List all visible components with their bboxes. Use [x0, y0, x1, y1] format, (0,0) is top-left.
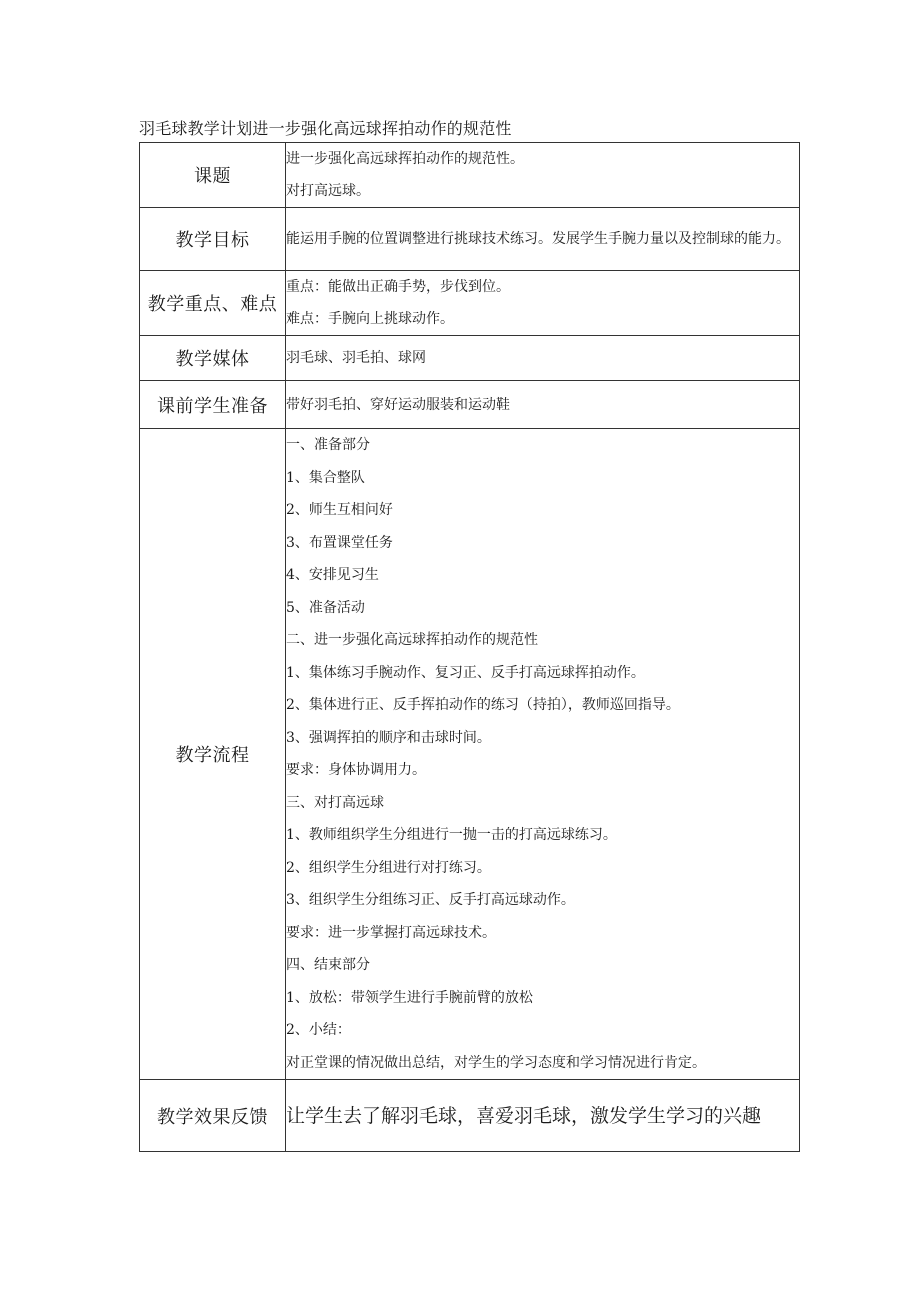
key-point-line-1: 重点：能做出正确手势，步伐到位。 [286, 279, 510, 295]
preparation-text: 带好羽毛拍、穿好运动服装和运动鞋 [286, 396, 510, 413]
process-line: 一、准备部分 [286, 437, 370, 453]
label-media: 教学媒体 [140, 336, 286, 381]
label-topic: 课题 [140, 143, 286, 208]
process-line: 二、进一步强化高远球挥拍动作的规范性 [286, 632, 538, 648]
row-feedback [140, 1080, 800, 1152]
row-process [140, 429, 800, 1080]
content-media [286, 336, 800, 381]
process-line: 三、对打高远球 [286, 794, 384, 811]
process-line: 要求：身体协调用力。 [286, 762, 426, 778]
label-objectives: 教学目标 [140, 208, 286, 271]
media-text: 羽毛球、羽毛拍、球网 [286, 350, 426, 366]
row-preparation [140, 381, 800, 429]
topic-line-1: 进一步强化高远球挥拍动作的规范性。 [286, 151, 524, 167]
process-line: 3、组织学生分组练习正、反手打高远球动作。 [286, 892, 575, 908]
process-line: 5、准备活动 [286, 599, 365, 616]
process-line: 4、安排见习生 [286, 567, 379, 583]
row-objectives [140, 208, 800, 271]
process-line: 2、师生互相问好 [286, 502, 393, 518]
content-feedback [286, 1080, 800, 1152]
process-line: 1、集合整队 [286, 469, 365, 486]
row-topic [140, 143, 800, 208]
document-title: 羽毛球教学计划进一步强化高远球挥拍动作的规范性 [139, 119, 512, 138]
label-feedback: 教学效果反馈 [140, 1080, 286, 1152]
process-line: 2、组织学生分组进行对打练习。 [286, 859, 491, 876]
process-line: 对正堂课的情况做出总结，对学生的学习态度和学习情况进行肯定。 [286, 1054, 706, 1071]
content-topic [286, 143, 800, 208]
label-key-points: 教学重点、难点 [140, 271, 286, 336]
process-line: 1、教师组织学生分组进行一抛一击的打高远球练习。 [286, 827, 617, 843]
key-point-line-2: 难点：手腕向上挑球动作。 [286, 311, 454, 327]
content-process [286, 429, 800, 1080]
process-line: 3、布置课堂任务 [286, 534, 393, 551]
content-key-points [286, 271, 800, 336]
process-line: 2、集体进行正、反手挥拍动作的练习（持拍），教师巡回指导。 [286, 697, 680, 713]
label-process: 教学流程 [140, 429, 286, 1080]
objectives-text: 能运用手腕的位置调整进行挑球技术练习。发展学生手腕力量以及控制球的能力。 [286, 231, 790, 247]
content-objectives [286, 208, 800, 271]
process-line: 四、结束部分 [286, 957, 370, 973]
row-media [140, 336, 800, 381]
topic-line-2: 对打高远球。 [286, 183, 370, 199]
label-preparation: 课前学生准备 [140, 381, 286, 429]
lesson-plan-table [139, 142, 800, 1152]
process-line: 1、放松：带领学生进行手腕前臂的放松 [286, 989, 533, 1006]
row-key-points [140, 271, 800, 336]
process-line: 要求：进一步掌握打高远球技术。 [286, 924, 496, 941]
process-line: 2、小结： [286, 1022, 351, 1038]
process-line: 1、集体练习手腕动作、复习正、反手打高远球挥拍动作。 [286, 664, 645, 681]
content-preparation [286, 381, 800, 429]
feedback-text: 让学生去了解羽毛球，喜爱羽毛球，激发学生学习的兴趣 [286, 1104, 762, 1127]
process-line: 3、强调挥拍的顺序和击球时间。 [286, 729, 491, 746]
